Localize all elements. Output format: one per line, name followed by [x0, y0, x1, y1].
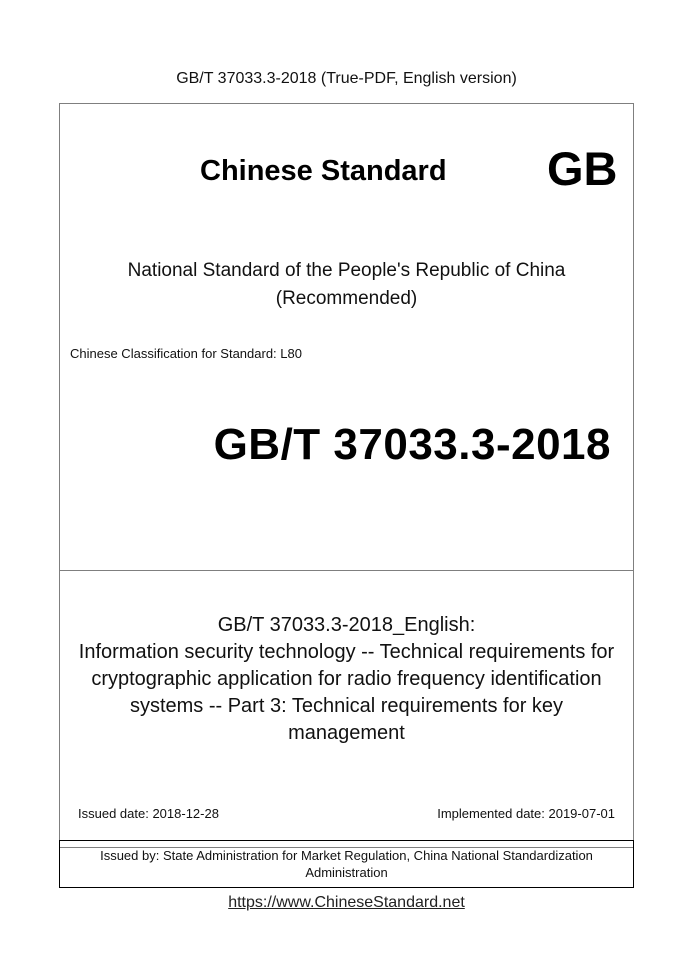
issuer-line: Issued by: State Administration for Market Regulation, China National Standardization [100, 848, 593, 863]
standard-number: GB/T 37033.3-2018 [213, 420, 611, 469]
website-link[interactable]: https://www.ChineseStandard.net [228, 894, 465, 911]
implemented-date: Implemented date: 2019-07-01 [437, 806, 615, 821]
brand-title: Chinese Standard [200, 155, 447, 187]
national-standard-title [59, 257, 634, 313]
document-title-line: Information security technology -- Technical requirements for [78, 641, 615, 663]
header-note: GB/T 37033.3-2018 (True-PDF, English version) [176, 70, 517, 87]
issuer-box [59, 840, 634, 888]
national-title-line: National Standard of the People's Republic of China [127, 260, 566, 281]
footer-website [0, 894, 693, 912]
brand-code: GB [547, 142, 618, 195]
document-title-line: systems -- Part 3: Technical requirements for key [129, 695, 564, 717]
brand-line [200, 141, 630, 201]
document-title-line: cryptographic application for radio frequency identification [91, 668, 602, 690]
issued-date: Issued date: 2018-12-28 [78, 806, 219, 821]
document-title [59, 612, 634, 747]
document-title-line: GB/T 37033.3-2018_English: [217, 614, 476, 636]
issuer-line: Administration [305, 865, 388, 880]
national-title-line: (Recommended) [275, 288, 418, 309]
document-title-line: management [288, 722, 405, 744]
section-divider [59, 570, 634, 571]
classification-label: Chinese Classification for Standard: L80 [70, 346, 302, 361]
